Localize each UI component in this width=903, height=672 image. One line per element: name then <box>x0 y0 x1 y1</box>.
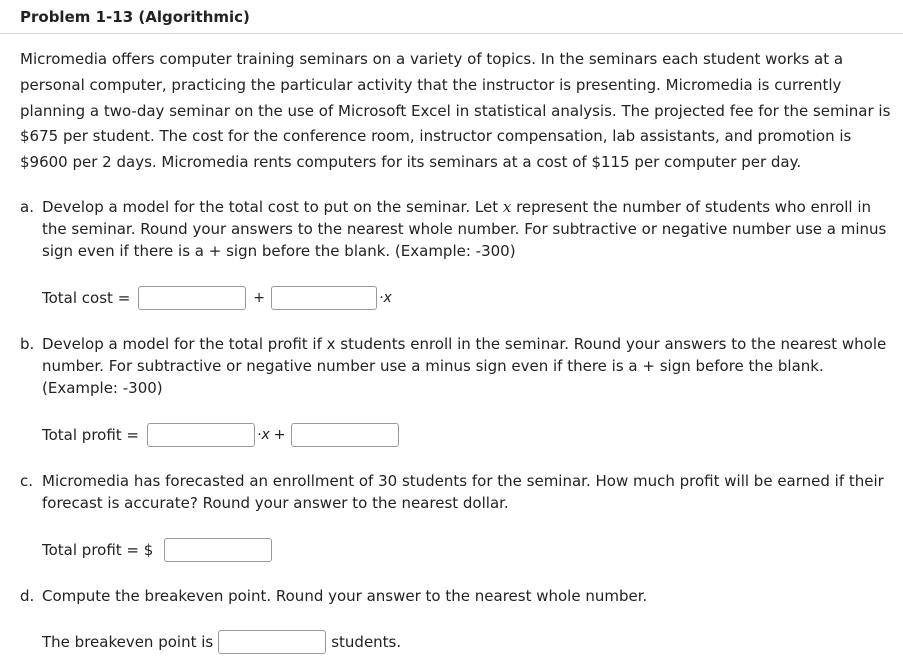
part-c-question <box>20 470 896 514</box>
forecast-profit-row <box>42 537 272 563</box>
part-b-text: Develop a model for the total profit if x students enroll in the seminar. Round your answers to the nearest whole number. For subtractive or negative number use a minus sign even if there is a + sign before the blank. (Example: -300) <box>42 335 887 397</box>
part-c-letter: c. <box>20 472 34 490</box>
total-profit-fixed-input[interactable] <box>291 423 399 447</box>
total-cost-label: Total cost = <box>42 289 131 307</box>
plus-sign: + <box>253 290 265 306</box>
problem-title: Problem 1-13 (Algorithmic) <box>20 8 250 26</box>
total-cost-fixed-input[interactable] <box>138 286 246 310</box>
breakeven-row <box>42 629 401 655</box>
part-a-letter: a. <box>20 198 34 216</box>
total-cost-variable-input[interactable] <box>271 286 377 310</box>
breakeven-label: The breakeven point is <box>42 633 214 651</box>
part-a-question <box>20 196 896 262</box>
forecast-profit-input[interactable] <box>164 538 272 562</box>
divider <box>0 33 903 34</box>
part-d-question <box>20 585 896 607</box>
times-x-label: ·x <box>257 427 270 443</box>
breakeven-input[interactable] <box>218 630 326 654</box>
plus-sign: + <box>273 427 286 443</box>
times-x-label: ·x <box>379 290 392 306</box>
part-a-text: Develop a model for the total cost to put on the seminar. Let x represent the number of students who enroll in the seminar. Round your answers to the nearest whole number. For subtractive or negative number use a minus sign even if there is a + sign before the blank. (Example: -300) <box>42 198 887 260</box>
total-cost-row <box>42 285 392 311</box>
part-d-letter: d. <box>20 587 35 605</box>
part-d-text: Compute the breakeven point. Round your answer to the nearest whole number. <box>42 587 648 605</box>
part-b-letter: b. <box>20 335 35 353</box>
forecast-profit-label: Total profit = $ <box>42 541 154 559</box>
total-profit-variable-input[interactable] <box>147 423 255 447</box>
total-profit-label: Total profit = <box>42 426 140 444</box>
problem-intro: Micromedia offers computer training seminars on a variety of topics. In the seminars each student works at a personal computer, practicing the particular activity that the instructor is presenting. Micromedia is currently planning a two-day seminar on the use of Microsoft Excel in statistical analysis. The projected fee for the seminar is $675 per student. The cost for the conference room, instructor compensation, lab assistants, and promotion is $9600 per 2 days. Micromedia rents computers for its seminars at a cost of $115 per computer per day. <box>20 50 891 172</box>
part-c-text: Micromedia has forecasted an enrollment of 30 students for the seminar. How much profit will be earned if their forecast is accurate? Round your answer to the nearest dollar. <box>42 472 884 512</box>
part-b-question <box>20 333 896 399</box>
variable-x: x <box>502 198 512 216</box>
total-profit-row <box>42 422 399 448</box>
breakeven-suffix: students. <box>331 633 402 651</box>
